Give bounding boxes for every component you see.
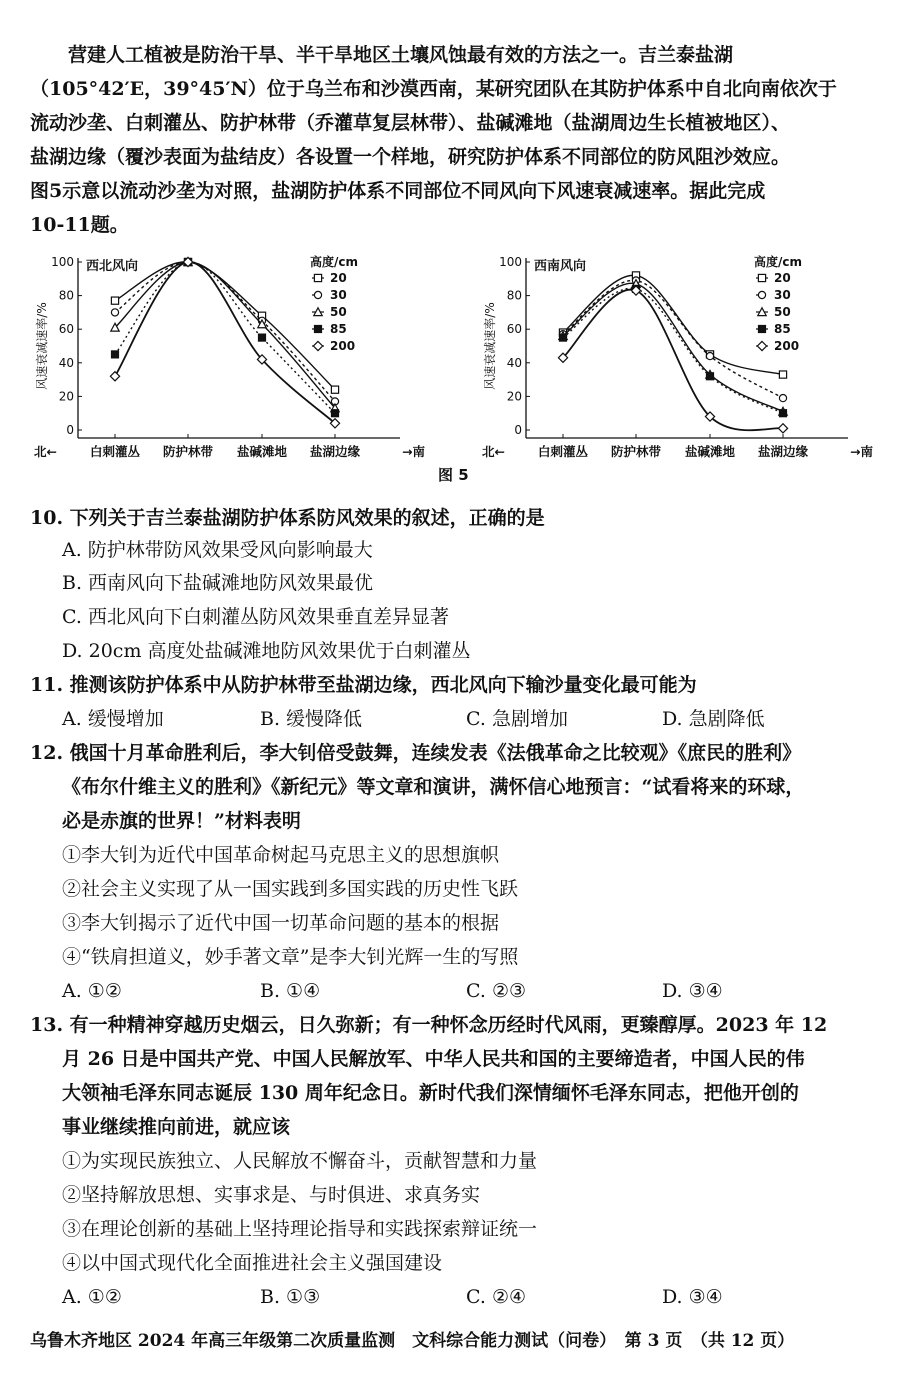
q12-stem-line: 《布尔什维主义的胜利》《新纪元》等文章和演讲，满怀信心地预言：“试看将来的环球， — [62, 776, 805, 798]
intro-line: 10-11题。 — [30, 214, 129, 236]
point-marker — [314, 291, 321, 298]
series-line-50 — [115, 262, 335, 408]
legend-entry: 30 — [774, 288, 791, 302]
legend-title: 高度/cm — [754, 255, 803, 269]
chart-title: 西南风向 — [534, 259, 587, 274]
q12-option-b: B. ①④ — [260, 980, 321, 1002]
y-axis-label: 风速衰减速率/% — [35, 302, 49, 390]
legend-entry: 85 — [330, 322, 347, 336]
intro-line: 盐湖边缘（覆沙表面为盐结皮）各设置一个样地，研究防护体系不同部位的防风阻沙效应。 — [30, 146, 791, 168]
point-marker — [758, 291, 765, 298]
x-tick-label: 防护林带 — [162, 444, 214, 459]
series-line-200 — [115, 262, 335, 423]
point-marker — [779, 410, 786, 417]
q12-stem-line: 必是赤旗的世界！”材料表明 — [62, 810, 301, 832]
legend-entry: 200 — [774, 339, 800, 353]
legend-entry: 20 — [330, 271, 347, 285]
q12-item-2: ②社会主义实现了从一国实践到多国实践的历史性飞跃 — [62, 878, 519, 900]
point-marker — [779, 371, 786, 378]
x-tick-label: 盐湖边缘 — [757, 444, 809, 459]
q11-option-a: A. 缓慢增加 — [62, 708, 164, 730]
y-tick-label: 20 — [58, 389, 74, 404]
q12-option-d: D. ③④ — [662, 980, 723, 1002]
y-tick-label: 80 — [58, 288, 74, 303]
legend-entry: 200 — [330, 339, 356, 353]
point-marker — [110, 372, 119, 381]
intro-line: 流动沙垄、白刺灌丛、防护林带（乔灌草复层林带）、盐碱滩地（盐湖周边生长植被地区）、 — [30, 112, 791, 134]
x-tick-label: 盐碱滩地 — [236, 444, 288, 459]
q10-option-c: C. 西北风向下白刺灌丛防风效果垂直差异显著 — [62, 606, 449, 628]
y-tick-label: 40 — [58, 355, 74, 370]
axis-north-label: 北← — [34, 444, 57, 459]
x-tick-label: 白刺灌丛 — [89, 444, 141, 459]
legend-entry: 30 — [330, 288, 347, 302]
q10-option-a: A. 防护林带防风效果受风向影响最大 — [62, 539, 373, 561]
q13-option-d: D. ③④ — [662, 1286, 723, 1308]
x-tick-label: 盐湖边缘 — [309, 444, 361, 459]
q10-option-d: D. 20cm 高度处盐碱滩地防风效果优于白刺灌丛 — [62, 640, 471, 662]
q13-option-c: C. ②④ — [466, 1286, 527, 1308]
point-marker — [314, 325, 321, 332]
page-footer: 乌鲁木齐地区 2024 年高三年级第二次质量监测 文科综合能力测试（问卷） 第 3 页 （共 12 页） — [30, 1331, 795, 1351]
figure-caption: 图 5 — [438, 466, 469, 484]
y-tick-label: 20 — [506, 389, 522, 404]
q12-option-c: C. ②③ — [466, 980, 527, 1002]
series-line-20 — [115, 262, 335, 390]
point-marker — [758, 274, 765, 281]
point-marker — [778, 424, 787, 433]
point-marker — [258, 334, 265, 341]
q13-item-3: ③在理论创新的基础上坚持理论指导和实践探索辩证统一 — [62, 1218, 538, 1240]
axis-south-label: →南 — [402, 444, 425, 459]
point-marker — [706, 352, 713, 359]
q13-item-1: ①为实现民族独立、人民解放不懈奋斗，贡献智慧和力量 — [62, 1150, 538, 1172]
q13-option-a: A. ①② — [62, 1286, 122, 1308]
q13-stem-line: 月 26 日是中国共产党、中国人民解放军、中华人民共和国的主要缔造者，中国人民的伟 — [62, 1048, 805, 1070]
y-tick-label: 0 — [66, 423, 74, 437]
q11-option-c: C. 急剧增加 — [466, 708, 568, 730]
y-tick-label: 60 — [58, 322, 74, 337]
q10-option-b: B. 西南风向下盐碱滩地防风效果最优 — [62, 572, 374, 594]
q11-option-d: D. 急剧降低 — [662, 708, 765, 730]
q11-option-b: B. 缓慢降低 — [260, 708, 363, 730]
axis-north-label: 北← — [482, 444, 505, 459]
y-tick-label: 100 — [499, 255, 522, 269]
x-tick-label: 防护林带 — [610, 444, 662, 459]
q13-stem-line: 大领袖毛泽东同志诞辰 130 周年纪念日。新时代我们深情缅怀毛泽东同志，把他开创的 — [62, 1082, 799, 1104]
x-tick-label: 白刺灌丛 — [537, 444, 589, 459]
y-tick-label: 80 — [506, 288, 522, 303]
chart-northwest-wind — [30, 248, 430, 463]
point-marker — [331, 386, 338, 393]
q12-stem-line: 12. 俄国十月革命胜利后，李大钊倍受鼓舞，连续发表《法俄革命之比较观》《庶民的胜利》 — [30, 742, 802, 764]
intro-line: 图5示意以流动沙垄为对照，盐湖防护体系不同部位不同风向下风速衰减速率。据此完成 — [30, 180, 766, 202]
q12-option-a: A. ①② — [62, 980, 122, 1002]
x-tick-label: 盐碱滩地 — [684, 444, 736, 459]
legend-entry: 50 — [774, 305, 791, 319]
point-marker — [706, 373, 713, 380]
q12-item-3: ③李大钊揭示了近代中国一切革命问题的基本的根据 — [62, 912, 500, 934]
q12-item-4: ④“铁肩担道义，妙手著文章”是李大钊光辉一生的写照 — [62, 946, 519, 968]
chart-southwest-wind — [478, 248, 878, 463]
y-tick-label: 40 — [506, 355, 522, 370]
legend-entry: 50 — [330, 305, 347, 319]
y-axis-label: 风速衰减速率/% — [483, 302, 497, 390]
point-marker — [313, 341, 322, 350]
point-marker — [111, 297, 118, 304]
y-tick-label: 100 — [51, 255, 74, 269]
q13-stem-line: 13. 有一种精神穿越历史烟云，日久弥新；有一种怀念历经时代风雨，更臻醇厚。2023 年 12 — [30, 1014, 828, 1036]
point-marker — [314, 274, 321, 281]
point-marker — [559, 334, 566, 341]
q13-item-4: ④以中国式现代化全面推进社会主义强国建设 — [62, 1252, 443, 1274]
point-marker — [331, 410, 338, 417]
point-marker — [779, 394, 786, 401]
intro-line: 营建人工植被是防治干旱、半干旱地区土壤风蚀最有效的方法之一。吉兰泰盐湖 — [68, 44, 734, 66]
q11-stem: 11. 推测该防护体系中从防护林带至盐湖边缘，西北风向下输沙量变化最可能为 — [30, 674, 697, 696]
q13-item-2: ②坚持解放思想、实事求是、与时俱进、求真务实 — [62, 1184, 481, 1206]
q13-option-b: B. ①③ — [260, 1286, 321, 1308]
legend-entry: 85 — [774, 322, 791, 336]
point-marker — [757, 341, 766, 350]
intro-line: （105°42′E，39°45′N）位于乌兰布和沙漠西南，某研究团队在其防护体系中自北向南依次于 — [30, 78, 837, 100]
y-tick-label: 0 — [514, 423, 522, 437]
q12-item-1: ①李大钊为近代中国革命树起马克思主义的思想旗帜 — [62, 844, 500, 866]
chart-title: 西北风向 — [86, 259, 139, 274]
axis-south-label: →南 — [850, 444, 873, 459]
y-tick-label: 60 — [506, 322, 522, 337]
point-marker — [111, 351, 118, 358]
q10-stem: 10. 下列关于吉兰泰盐湖防护体系防风效果的叙述，正确的是 — [30, 507, 545, 529]
point-marker — [111, 309, 118, 316]
legend-title: 高度/cm — [310, 255, 359, 269]
q13-stem-line: 事业继续推向前进，就应该 — [62, 1116, 291, 1138]
legend-entry: 20 — [774, 271, 791, 285]
point-marker — [758, 325, 765, 332]
